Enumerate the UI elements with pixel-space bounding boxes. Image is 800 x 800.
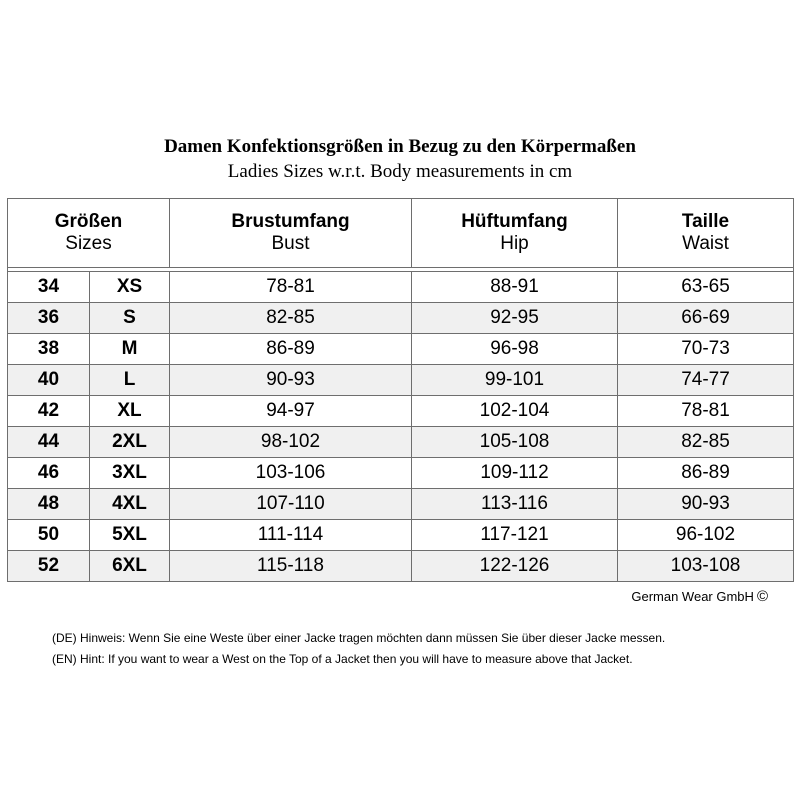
cell-waist: 86-89: [618, 458, 794, 489]
cell-bust: 82-85: [170, 303, 412, 334]
copyright-icon: ©: [756, 588, 768, 605]
table-row: [8, 520, 794, 551]
cell-letter: 4XL: [90, 489, 170, 520]
cell-num: 34: [8, 272, 90, 303]
cell-bust: 78-81: [170, 272, 412, 303]
page-subtitle: Ladies Sizes w.r.t. Body measurements in cm: [227, 161, 573, 182]
cell-waist: 66-69: [618, 303, 794, 334]
header-hip: [412, 199, 618, 268]
cell-num: 40: [8, 365, 90, 396]
cell-bust: 107-110: [170, 489, 412, 520]
header-bust-de: Brustumfang: [231, 211, 350, 232]
cell-waist: 103-108: [618, 551, 794, 582]
cell-letter: XS: [90, 272, 170, 303]
cell-hip: 122-126: [412, 551, 618, 582]
cell-letter: XL: [90, 396, 170, 427]
table-row: [8, 365, 794, 396]
cell-hip: 117-121: [412, 520, 618, 551]
table-row: [8, 489, 794, 520]
cell-waist: 63-65: [618, 272, 794, 303]
cell-letter: M: [90, 334, 170, 365]
header-waist-de: Taille: [681, 211, 730, 232]
title-block: [0, 134, 800, 184]
header-sizes: [8, 199, 170, 268]
table-row: [8, 334, 794, 365]
cell-waist: 74-77: [618, 365, 794, 396]
cell-hip: 102-104: [412, 396, 618, 427]
size-rows: [8, 272, 794, 582]
header-waist: [618, 199, 794, 268]
header-hip-de: Hüftumfang: [461, 211, 568, 232]
cell-num: 50: [8, 520, 90, 551]
cell-bust: 103-106: [170, 458, 412, 489]
cell-waist: 82-85: [618, 427, 794, 458]
cell-num: 42: [8, 396, 90, 427]
cell-bust: 94-97: [170, 396, 412, 427]
cell-num: 48: [8, 489, 90, 520]
cell-waist: 96-102: [618, 520, 794, 551]
header-waist-en: Waist: [682, 233, 729, 254]
size-chart-table: [7, 198, 794, 582]
cell-num: 38: [8, 334, 90, 365]
cell-num: 52: [8, 551, 90, 582]
header-bust: [170, 199, 412, 268]
table-row: [8, 272, 794, 303]
cell-hip: 92-95: [412, 303, 618, 334]
header-sizes-en: Sizes: [65, 233, 112, 254]
table-row: [8, 303, 794, 334]
cell-letter: 6XL: [90, 551, 170, 582]
table-row: [8, 396, 794, 427]
cell-hip: 88-91: [412, 272, 618, 303]
cell-num: 46: [8, 458, 90, 489]
header-hip-en: Hip: [500, 233, 529, 254]
cell-hip: 99-101: [412, 365, 618, 396]
cell-letter: L: [90, 365, 170, 396]
cell-hip: 113-116: [412, 489, 618, 520]
cell-bust: 98-102: [170, 427, 412, 458]
page-title: Damen Konfektionsgrößen in Bezug zu den Körpermaßen: [164, 136, 636, 157]
cell-hip: 105-108: [412, 427, 618, 458]
copyright-notice: [631, 589, 768, 605]
notes-block: [52, 628, 665, 670]
cell-bust: 86-89: [170, 334, 412, 365]
cell-letter: 5XL: [90, 520, 170, 551]
table-row: [8, 427, 794, 458]
cell-letter: 3XL: [90, 458, 170, 489]
table-row: [8, 551, 794, 582]
cell-letter: 2XL: [90, 427, 170, 458]
table-header-row: [8, 199, 794, 268]
header-bust-en: Bust: [271, 233, 310, 254]
note-de: (DE) Hinweis: Wenn Sie eine Weste über einer Jacke tragen möchten dann müssen Sie über dieser Jacke messen.: [52, 631, 666, 645]
cell-hip: 109-112: [412, 458, 618, 489]
cell-bust: 111-114: [170, 520, 412, 551]
cell-waist: 78-81: [618, 396, 794, 427]
cell-waist: 70-73: [618, 334, 794, 365]
cell-bust: 90-93: [170, 365, 412, 396]
header-sizes-de: Größen: [54, 211, 123, 232]
cell-letter: S: [90, 303, 170, 334]
cell-num: 36: [8, 303, 90, 334]
cell-waist: 90-93: [618, 489, 794, 520]
table-row: [8, 458, 794, 489]
cell-hip: 96-98: [412, 334, 618, 365]
cell-num: 44: [8, 427, 90, 458]
cell-bust: 115-118: [170, 551, 412, 582]
note-en: (EN) Hint: If you want to wear a West on the Top of a Jacket then you will have to measure above that Jacket.: [52, 652, 633, 666]
copyright-text: German Wear GmbH: [631, 589, 754, 604]
